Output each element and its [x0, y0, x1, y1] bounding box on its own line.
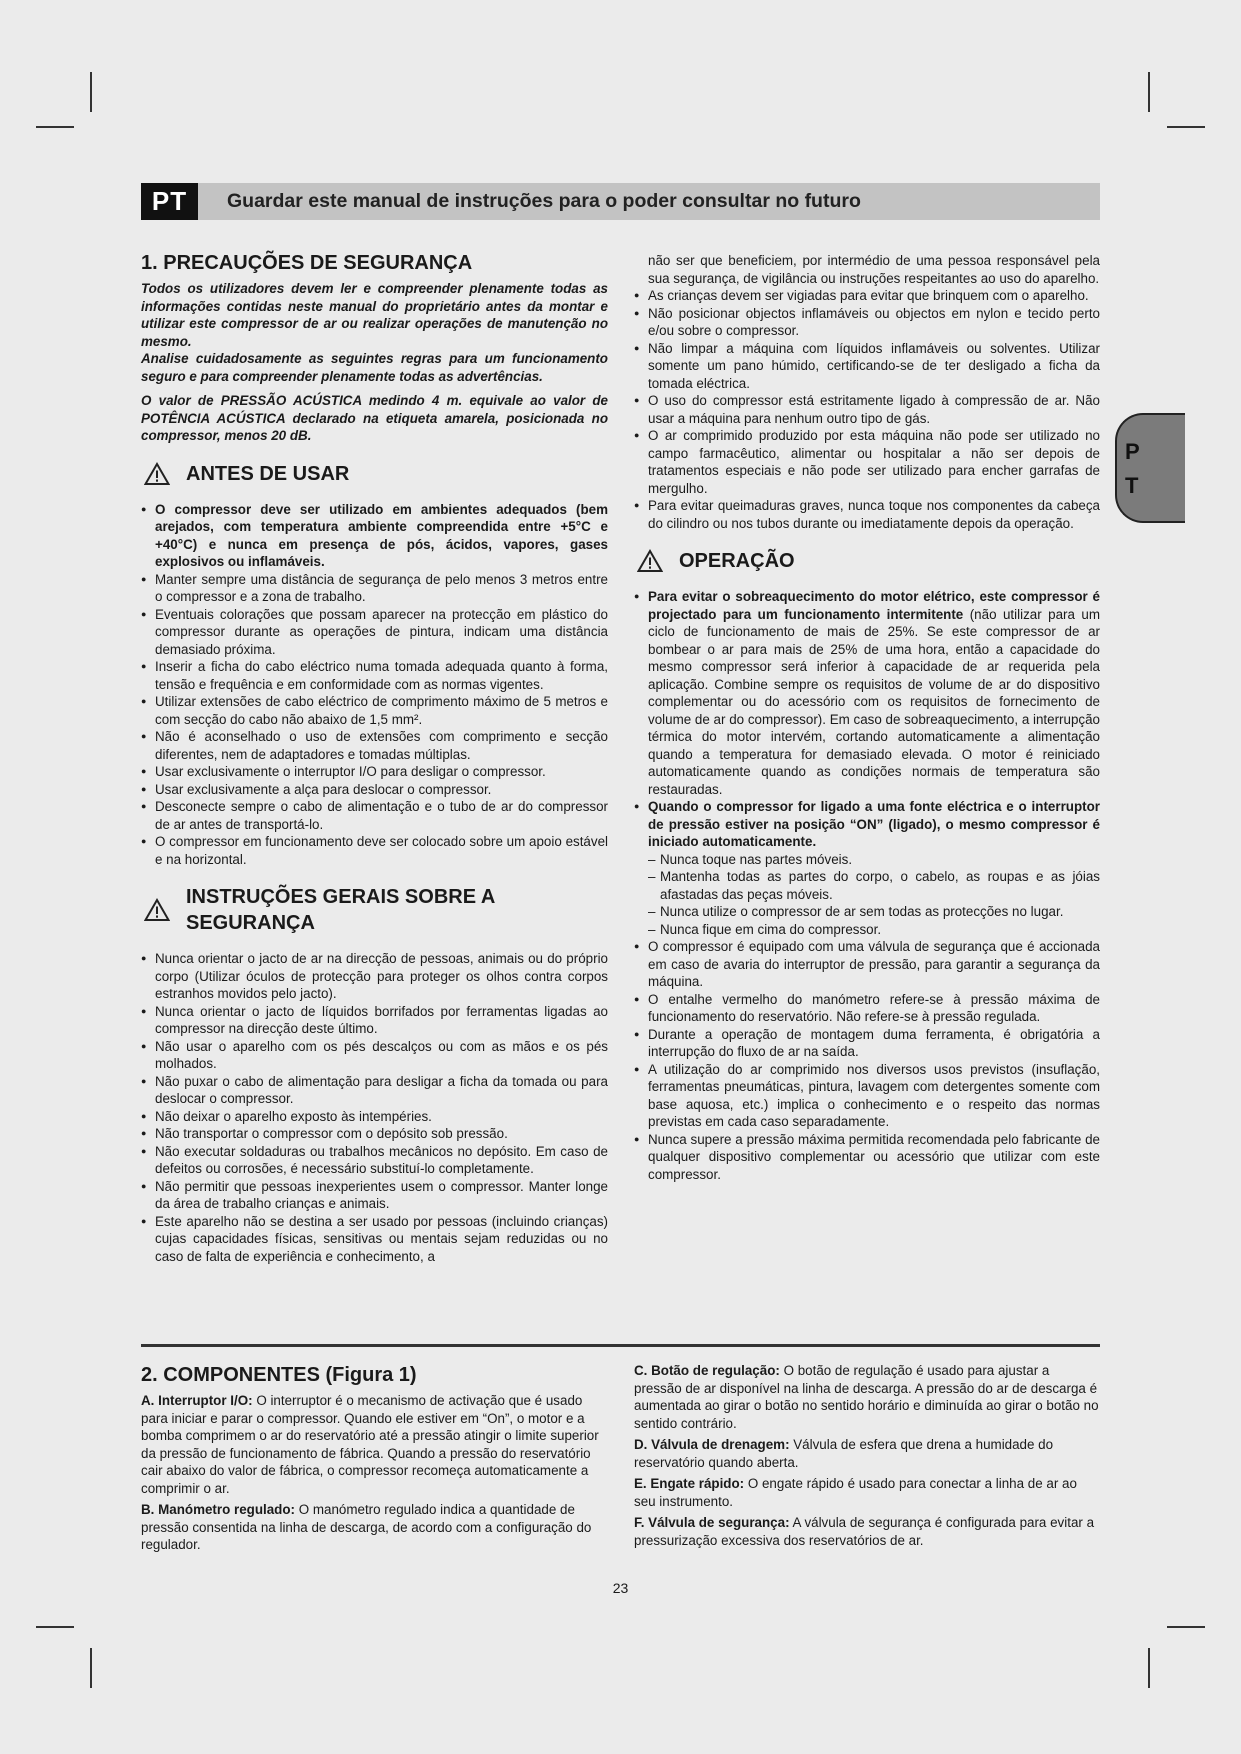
section-divider [141, 1344, 1100, 1347]
antes-de-usar-heading [141, 461, 608, 487]
component-item [141, 1501, 608, 1554]
component-label: C. Botão de regulação: [634, 1363, 780, 1378]
components-left [141, 1362, 608, 1558]
list-item: ● A utilização do ar comprimido nos diversos usos previstos (insuflação, ferramentas pneumáticas, pintura, lavagem com detergentes somente com base aquosa, etc.) implica o conhecimento e o respeito das normas previstas em cada caso separadamente. [634, 1061, 1100, 1131]
component-text: O manómetro regulado indica a quantidade de pressão consentida na linha de descarga, de acordo com a configuração do regulador. [141, 1502, 592, 1552]
warning-icon [144, 898, 170, 922]
crop-mark [36, 1626, 74, 1628]
list-item: ● Durante a operação de montagem duma ferramenta, é obrigatória a interrupção do fluxo de ar na saída. [634, 1026, 1100, 1061]
list-item: ● As crianças devem ser vigiadas para evitar que brinquem com o aparelho. [634, 287, 1100, 305]
component-item [634, 1436, 1100, 1471]
body-text: (não utilizar para um ciclo de funcionamento de mais de 25%. Se este compressor de ar bombear o ar para mais de 25% de uma hora, então a capacidade do mesmo compressor será inferior à capacidade de ar requerida pela aplicação. Combine sempre os requisitos de volume de ar do dispositivo complementar ou do acessório com os requisitos de fornecimento de volume de ar do compressor). Em caso de sobreaquecimento, a interrupção térmica do motor intervém, cortando automaticamente a alimentação quando a temperatura for demasiado elevada. O motor é reiniciado automaticamente quando as condições normais de temperatura são restauradas. [648, 606, 1100, 797]
list-item: ● Desconecte sempre o cabo de alimentação e o tubo de ar do compressor de ar antes de transportá-lo. [141, 798, 608, 833]
warning-icon [637, 549, 663, 573]
left-column [141, 250, 608, 1265]
section-2-title: 2. COMPONENTES (Figura 1) [141, 1364, 417, 1386]
component-label: A. Interruptor I/O: [141, 1393, 253, 1408]
component-label: B. Manómetro regulado: [141, 1502, 295, 1517]
list-item: ● Eventuais colorações que possam aparecer na protecção em plástico do compressor durante as operações de pintura, indicam uma distância demasiado próxima. [141, 606, 608, 659]
dash-item: – Nunca fique em cima do compressor. [634, 921, 1100, 939]
list-item: ● Manter sempre uma distância de segurança de pelo menos 3 metros entre o compressor e a zona de trabalho. [141, 571, 608, 606]
component-label: E. Engate rápido: [634, 1476, 745, 1491]
acoustic-note: O valor de PRESSÃO ACÚSTICA medindo 4 m. equivale ao valor de POTÊNCIA ACÚSTICA declarado na etiqueta amarela, posicionada no compressor, menos 20 dB. [141, 393, 608, 443]
dash-item: – Mantenha todas as partes do corpo, o cabelo, as roupas e as jóias afastadas das peças móveis. [634, 868, 1100, 903]
bold-lead: Para evitar o sobreaquecimento do motor elétrico, este compressor é projectado para um funcionamento intermitente [648, 589, 1100, 622]
component-text: O botão de regulação é usado para ajustar a pressão de ar disponível na linha de descarga. A pressão do ar de descarga é aumentada ao girar o botão no sentido horário e diminuída ao girar o botão no sentido contrário. [634, 1363, 1099, 1431]
component-text: A válvula de segurança é configurada para evitar a pressurização excessiva dos reservatórios de ar. [634, 1515, 1095, 1548]
list-item: ● Usar exclusivamente o interruptor I/O para desligar o compressor. [141, 763, 608, 781]
list-item: ● Não transportar o compressor com o depósito sob pressão. [141, 1125, 608, 1143]
crop-mark [1148, 72, 1150, 112]
header-title: Guardar este manual de instruções para o poder consultar no futuro [227, 190, 861, 212]
list-item: ● Não é aconselhado o uso de extensões com comprimento e secção diferentes, nem de adaptadores e tomadas múltiplas. [141, 728, 608, 763]
list-item: ● Para evitar queimaduras graves, nunca toque nos componentes da cabeça do cilindro ou nos tubos durante ou imediatamente depois da operação. [634, 497, 1100, 532]
component-text: Válvula de esfera que drena a humidade do reservatório quando aberta. [634, 1437, 1054, 1470]
list-item: ● O uso do compressor está estritamente ligado à compressão de ar. Não usar a máquina para nenhum outro tipo de gás. [634, 392, 1100, 427]
intro-paragraph: Analise cuidadosamente as seguintes regras para um funcionamento seguro e para compreender plenamente todas as advertências. [141, 351, 608, 384]
component-label: F. Válvula de segurança: [634, 1515, 790, 1530]
component-label: D. Válvula de drenagem: [634, 1437, 790, 1452]
component-item [634, 1514, 1100, 1549]
crop-mark [36, 126, 74, 128]
continued-text: não ser que beneficiem, por intermédio de uma pessoa responsável pela sua segurança, de vigilância ou instruções respeitantes ao uso do aparelho. [648, 253, 1100, 286]
warning-icon [144, 462, 170, 486]
instrucoes-gerais-heading [141, 884, 608, 936]
dash-item: – Nunca utilize o compressor de ar sem todas as protecções no lugar. [634, 903, 1100, 921]
list-item: ● O entalhe vermelho do manómetro refere-se à pressão máxima de funcionamento do reservatório. Não refere-se à pressão regulada. [634, 991, 1100, 1026]
instrucoes-gerais-title: INSTRUÇÕES GERAIS SOBRE A SEGURANÇA [186, 886, 495, 934]
list-item: ● O compressor deve ser utilizado em ambientes adequados (bem arejados, com temperatura ambiente compreendida entre +5°C e +40°C) e nunca em presença de pós, ácidos, vapores, gases explosivos ou inflamáveis. [141, 501, 608, 571]
list-item: ● Usar exclusivamente a alça para deslocar o compressor. [141, 781, 608, 799]
list-item: ● Não usar o aparelho com os pés descalços ou com as mãos e os pés molhados. [141, 1038, 608, 1073]
list-item: ● Nunca orientar o jacto de líquidos borrifados por ferramentas ligadas ao compressor na direcção deste último. [141, 1003, 608, 1038]
list-item: ● O compressor é equipado com uma válvula de segurança que é accionada em caso de avaria do interruptor de pressão, para garantir a segurança da máquina. [634, 938, 1100, 991]
list-item: ● Não deixar o aparelho exposto às intempéries. [141, 1108, 608, 1126]
list-item [634, 588, 1100, 798]
crop-mark [1167, 126, 1205, 128]
section-1-title: 1. PRECAUÇÕES DE SEGURANÇA [141, 252, 473, 274]
component-text: O engate rápido é usado para conectar a linha de ar ao seu instrumento. [634, 1476, 1077, 1509]
crop-mark [90, 72, 92, 112]
component-text: O interruptor é o mecanismo de activação que é usado para iniciar e parar o compressor. Quando ele estiver em “On”, o motor e a bomba comprimem o ar do reservatório até a pressão atingir o limite superior da pressão de funcionamento de fábrica. Quando a pressão do reservatório cair abaixo do valor de fábrica, o compressor recomeça automaticamente a comprimir o ar. [141, 1393, 599, 1496]
side-tab-letter: T [1125, 473, 1139, 498]
list-item: ● Não puxar o cabo de alimentação para desligar a ficha da tomada ou para deslocar o compressor. [141, 1073, 608, 1108]
component-item [634, 1475, 1100, 1510]
list-item: ● Não limpar a máquina com líquidos inflamáveis ou solventes. Utilizar somente um pano húmido, certificando-se de ter desligado a ficha da tomada eléctrica. [634, 340, 1100, 393]
list-item: ● Inserir a ficha do cabo eléctrico numa tomada adequada quanto à forma, tensão e frequência e em conformidade com as normas vigentes. [141, 658, 608, 693]
right-column [634, 252, 1100, 1183]
list-item: ● O ar comprimido produzido por esta máquina não pode ser utilizado no campo farmacêutico, alimentar ou hospitalar a não ser depois de tratamentos especiais e não pode ser utilizado para encher garrafas de mergulho. [634, 427, 1100, 497]
list-item: ● Utilizar extensões de cabo eléctrico de comprimento máximo de 5 metros e com secção do cabo não abaixo de 1,5 mm². [141, 693, 608, 728]
list-item: ● Quando o compressor for ligado a uma fonte eléctrica e o interruptor de pressão estiver na posição “ON” (ligado), o mesmo compressor é iniciado automaticamente. [634, 798, 1100, 851]
operacao-title: OPERAÇÃO [679, 550, 795, 572]
components-right [634, 1362, 1100, 1553]
crop-mark [90, 1648, 92, 1688]
list-item: ● Este aparelho não se destina a ser usado por pessoas (incluindo crianças) cujas capacidades físicas, sensitivas ou mentais sejam reduzidas ou no caso de falta de experiência e conhecimento, a [141, 1213, 608, 1266]
list-item: ● Nunca orientar o jacto de ar na direcção de pessoas, animais ou do próprio corpo (Utilizar óculos de protecção para proteger os olhos contra corpos estranhos movidos pelo jacto). [141, 950, 608, 1003]
operacao-heading [634, 548, 1100, 574]
component-item [141, 1392, 608, 1497]
crop-mark [1167, 1626, 1205, 1628]
side-tab-letter: P [1125, 439, 1140, 464]
intro-paragraph: Todos os utilizadores devem ler e compreender plenamente todas as informações contidas neste manual do proprietário antes da montar e utilizar este compressor de ar ou realizar operações de manutenção no mesmo. [141, 281, 608, 349]
component-item [634, 1362, 1100, 1432]
list-item: ● O compressor em funcionamento deve ser colocado sobre um apoio estável e na horizontal. [141, 833, 608, 868]
list-item: ● Não executar soldaduras ou trabalhos mecânicos no depósito. Em caso de defeitos ou corrosões, é necessário substituí-lo completamente. [141, 1143, 608, 1178]
list-item: ● Não permitir que pessoas inexperientes usem o compressor. Manter longe da área de trabalho crianças e animais. [141, 1178, 608, 1213]
crop-mark [1148, 1648, 1150, 1688]
dash-item: – Nunca toque nas partes móveis. [634, 851, 1100, 869]
list-item: ● Não posicionar objectos inflamáveis ou objectos em nylon e tecido perto e/ou sobre o compressor. [634, 305, 1100, 340]
language-side-tab [1115, 413, 1185, 523]
antes-de-usar-title: ANTES DE USAR [186, 462, 350, 485]
page-number: 23 [612, 1580, 629, 1596]
list-item: ● Nunca supere a pressão máxima permitida recomendada pelo fabricante de qualquer dispositivo complementar ou acessório que utilizar com este compressor. [634, 1131, 1100, 1184]
language-badge: PT [141, 183, 198, 220]
